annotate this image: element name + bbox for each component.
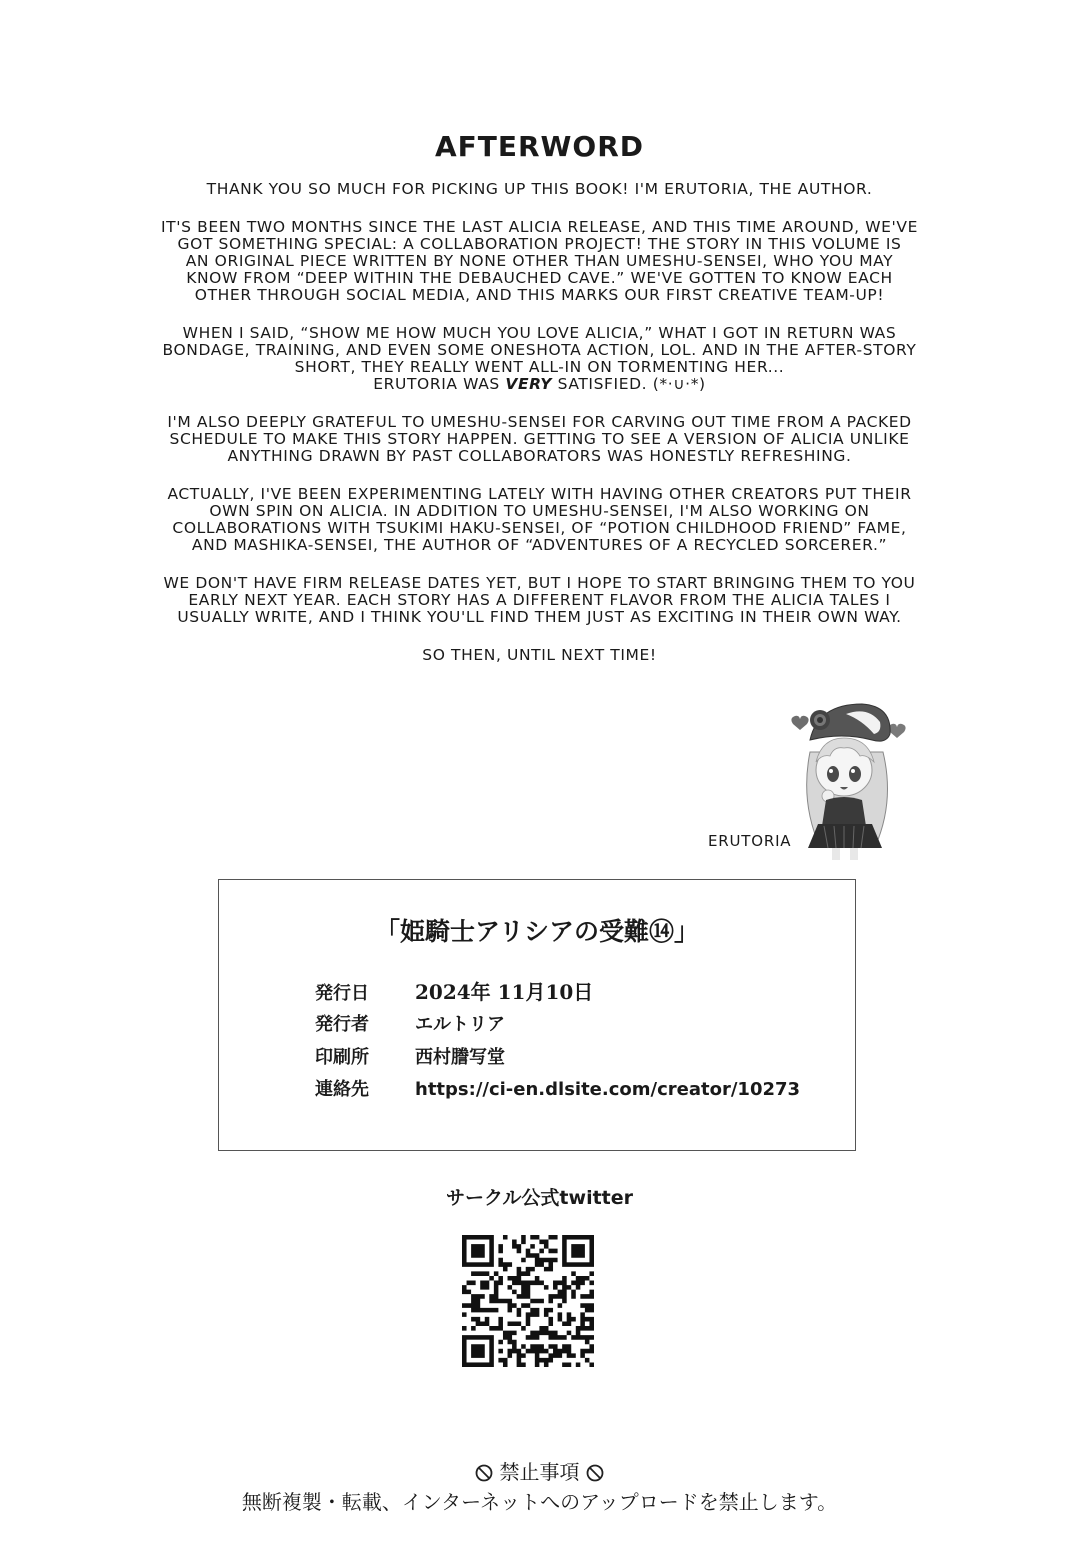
author-signature: ERUTORIA: [708, 832, 792, 850]
colophon-box: [218, 879, 856, 1151]
chibi-character-illustration: [788, 692, 908, 860]
colophon-row-publisher: [315, 1010, 505, 1036]
paragraph-experiments: ACTUALLY, I'VE BEEN EXPERIMENTING LATELY WITH HAVING OTHER CREATORS PUT THEIR OWN SPIN ON ALICIA. IN ADDITION TO UMESHU-SENSEI, I'M ALSO WORKING ON COLLABORATIONS WITH TSUKIMI HAKU-SENSEI, OF “POTION CHILDHOOD FRIEND” FAME, AND MASHIKA-SENSEI, THE AUTHOR OF “ADVENTURES OF A RECYCLED SORCERER.”: [167, 485, 912, 554]
paragraph-gratitude: I'M ALSO DEEPLY GRATEFUL TO UMESHU-SENSEI FOR CARVING OUT TIME FROM A PACKED SCHEDULE TO MAKE THIS STORY HAPPEN. GETTING TO SEE A VERSION OF ALICIA UNLIKE ANYTHING DRAWN BY PAST COLLABORATORS WAS HONESTLY REFRESHING.: [167, 413, 912, 465]
colophon-row-printer: [315, 1043, 505, 1069]
paragraph-release: WE DON'T HAVE FIRM RELEASE DATES YET, BUT I HOPE TO START BRINGING THEM TO YOU EARLY NEXT YEAR. EACH STORY HAS A DIFFERENT FLAVOR FROM THE ALICIA TALES I USUALLY WRITE, AND I THINK YOU'LL FIND THEM JUST AS EXCITING IN THEIR OWN WAY.: [163, 574, 916, 626]
prohibited-icon: [586, 1464, 604, 1482]
publisher-value: エルトリア: [415, 1014, 505, 1035]
contact-label: 連絡先: [315, 1079, 369, 1100]
paragraph-request-text: WHEN I SAID, “SHOW ME HOW MUCH YOU LOVE ALICIA,” WHAT I GOT IN RETURN WAS BONDAGE, TRAINING, AND EVEN SOME ONESHOTA ACTION, LOL. AND IN THE AFTER-STORY SHORT, THEY REALLY WENT ALL-IN ON TORMENTING HER...: [162, 324, 917, 376]
colophon-row-publish-date: [315, 976, 593, 1005]
satisfied-prefix: ERUTORIA WAS: [373, 375, 506, 393]
colophon-row-contact: [315, 1075, 800, 1101]
prohibition-text: 無断複製・転載、インターネットへのアップロードを禁止します。: [241, 1490, 838, 1514]
printer-label: 印刷所: [315, 1047, 369, 1068]
afterword-body: [80, 181, 999, 685]
prohibition-heading: [0, 1456, 1079, 1485]
book-title: 「姫騎士アリシアの受難⑭」: [374, 917, 699, 946]
paragraph-request: [80, 325, 999, 393]
circle-twitter-label: サークル公式twitter: [446, 1187, 633, 1209]
prohibited-icon: [475, 1464, 493, 1482]
paragraph-collaboration: IT'S BEEN TWO MONTHS SINCE THE LAST ALICIA RELEASE, AND THIS TIME AROUND, WE'VE GOT SOMETHING SPECIAL: A COLLABORATION PROJECT! THE STORY IN THIS VOLUME IS AN ORIGINAL PIECE WRITTEN BY NONE OTHER THAN UMESHU-SENSEI, WHO YOU MAY KNOW FROM “DEEP WITHIN THE DEBAUCHED CAVE.” WE'VE GOTTEN TO KNOW EACH OTHER THROUGH SOCIAL MEDIA, AND THIS MARKS OUR FIRST CREATIVE TEAM-UP!: [161, 218, 918, 304]
satisfied-line: [373, 375, 705, 393]
publish-date-value: 2024年 11月10日: [415, 980, 594, 1004]
publish-date-label: 発行日: [315, 983, 369, 1004]
paragraph-closing: SO THEN, UNTIL NEXT TIME!: [422, 646, 657, 664]
paragraph-thanks: THANK YOU SO MUCH FOR PICKING UP THIS BOOK! I'M ERUTORIA, THE AUTHOR.: [206, 180, 873, 198]
publisher-label: 発行者: [315, 1014, 369, 1035]
contact-url[interactable]: https://ci-en.dlsite.com/creator/10273: [415, 1079, 801, 1100]
prohibition-heading-text: 禁止事項: [499, 1460, 580, 1484]
printer-value: 西村謄写堂: [415, 1047, 505, 1068]
satisfied-emphasis: VERY: [505, 375, 553, 393]
satisfied-suffix: SATISFIED. (*·∪·*): [552, 375, 706, 393]
afterword-title: AFTERWORD: [434, 130, 645, 163]
twitter-qr-code[interactable]: [462, 1235, 594, 1367]
